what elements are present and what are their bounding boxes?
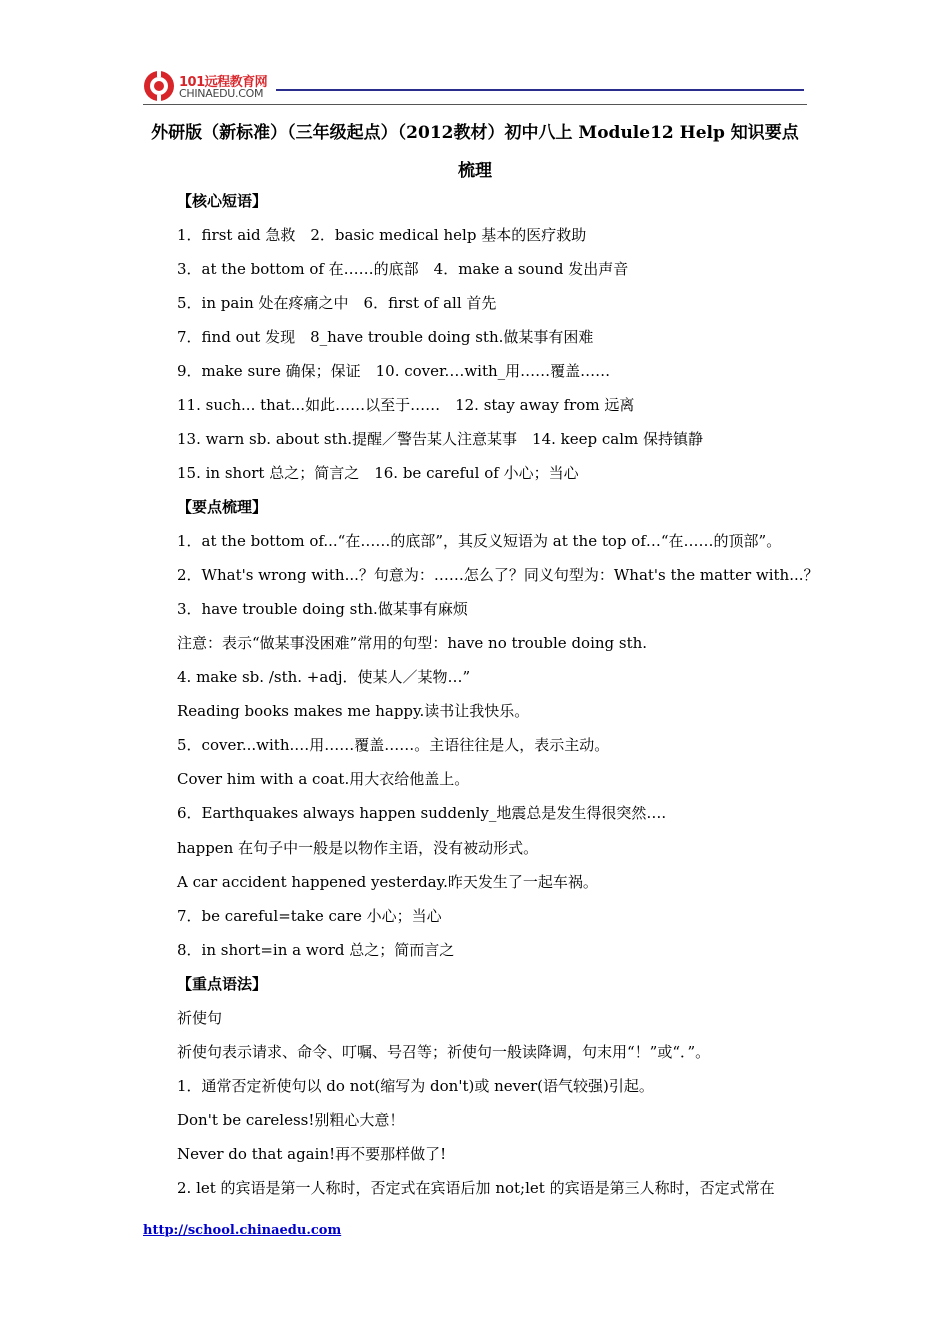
text-line: happen 在句子中一般是以物作主语，没有被动形式。	[177, 839, 539, 857]
header-accent-rule	[276, 89, 804, 91]
section-heading-grammar: 【重点语法】	[177, 975, 268, 993]
text-line: 7．find out 发现 8_have trouble doing sth.做某事有困难	[177, 328, 594, 346]
text-line: 1．at the bottom of...“在……的底部”，其反义短语为 at the top of…“在……的顶部”。	[177, 532, 782, 550]
footer-link[interactable]: http://school.chinaedu.com	[143, 1223, 342, 1238]
page-header	[143, 68, 807, 108]
text-line: Reading books makes me happy.读书让我快乐。	[177, 702, 530, 720]
text-line: 2．What's wrong with...？句意为：……怎么了？同义句型为：What's the matter with...？	[177, 566, 819, 584]
text-line: 1．通常否定祈使句以 do not(缩写为 don't)或 never(语气较强)引起。	[177, 1077, 654, 1095]
text-line: 11. such... that...如此……以至于…… 12. stay away from 远离	[177, 396, 635, 414]
logo-text-top: 101远程教育网	[179, 75, 268, 90]
text-line: 5．in pain 处在疼痛之中 6．first of all 首先	[177, 294, 497, 312]
text-line: 3．at the bottom of 在……的底部 4．make a sound 发出声音	[177, 260, 629, 278]
text-line: 2. let 的宾语是第一人称时，否定式在宾语后加 not;let 的宾语是第三人称时，否定式常在	[177, 1179, 775, 1197]
logo-text-bottom: CHINAEDU.COM	[179, 87, 264, 100]
text-line: 注意：表示“做某事没困难”常用的句型：have no trouble doing sth.	[177, 634, 648, 652]
text-line: 6．Earthquakes always happen suddenly_地震总是发生得很突然….	[177, 804, 667, 822]
document-title-line1: 外研版（新标准）（三年级起点）（2012教材）初中八上 Module12 Help 知识要点	[151, 123, 799, 143]
text-line: 15. in short 总之；简言之 16. be careful of 小心；当心	[177, 464, 579, 482]
text-line: 7．be careful=take care 小心；当心	[177, 907, 442, 925]
section-heading-key-points: 【要点梳理】	[177, 498, 268, 516]
text-line: 5．cover...with.…用……覆盖……。主语往往是人，表示主动。	[177, 736, 610, 754]
text-line: A car accident happened yesterday.昨天发生了一起车祸。	[177, 873, 598, 891]
text-line: 8．in short=in a word 总之；简而言之	[177, 941, 455, 959]
site-logo[interactable]	[143, 70, 273, 104]
document-title-line2: 梳理	[458, 161, 492, 181]
section-heading-core-phrases: 【核心短语】	[177, 192, 268, 210]
text-line: Never do that again!再不要那样做了!	[177, 1145, 447, 1163]
logo-icon	[143, 70, 175, 102]
text-line: 13. warn sb. about sth.提醒／警告某人注意某事 14. keep calm 保持镇静	[177, 430, 703, 448]
text-line: 3．have trouble doing sth.做某事有麻烦	[177, 600, 468, 618]
text-line: 祈使句	[177, 1009, 223, 1027]
text-line: 1．first aid 急救 2．basic medical help 基本的医疗救助	[177, 226, 587, 244]
text-line: 9．make sure 确保；保证 10. cover.…with_用……覆盖……	[177, 362, 611, 380]
header-divider	[143, 104, 807, 105]
text-line: 4. make sb. /sth. +adj．使某人／某物…”	[177, 668, 471, 686]
text-line: Don't be careless!别粗心大意！	[177, 1111, 405, 1129]
text-line: Cover him with a coat.用大衣给他盖上。	[177, 770, 470, 788]
text-line: 祈使句表示请求、命令、叮嘱、号召等；祈使句一般读降调，句末用“！”或“．”。	[177, 1043, 711, 1061]
